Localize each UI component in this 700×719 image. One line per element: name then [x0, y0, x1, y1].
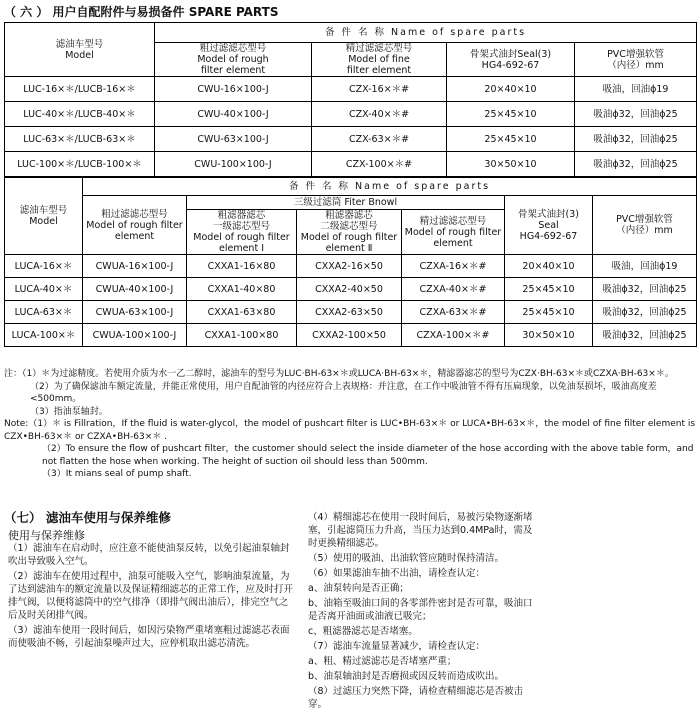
table-cell: 20×40×10: [505, 255, 593, 278]
maintenance-item: （2）滤油车在使用过程中，油泵可能吸入空气，影响油泵流量，为了达到滤油车的额定流量以及保证精细滤芯的正常工作，应及时打开排气阀，以便将滤筒中的空气排净（即排气阀出油后），排完空气之后及时关闭排气阀。: [8, 571, 294, 621]
table-cell: 吸油，回油ϕ19: [575, 77, 697, 102]
table-cell: CWU-100×100-J: [155, 152, 312, 177]
table-cell: 30×50×10: [505, 324, 593, 347]
table-cell: CWUA-40×100-J: [83, 278, 187, 301]
table-row: [5, 324, 697, 347]
table-cell: CZXA-40×＊#: [402, 278, 505, 301]
maintenance-item: b、油泵轴油封是否磨损或因反转而造成吹出。: [308, 671, 505, 682]
table-cell: 吸油ϕ32，回油ϕ25: [593, 301, 697, 324]
col-fine-header: 精过滤滤芯型号 Model of rough filter element: [402, 210, 505, 255]
table-cell: CXXA2-40×50: [297, 278, 402, 301]
table-cell: 25×45×10: [505, 278, 593, 301]
maintenance-item: （3）滤油车使用一段时间后，如因污染物严重堵塞粗过滤滤芯表面而使吸油不畅，引起油泵噪声过大，应停机取出滤芯清洗。: [8, 625, 290, 649]
table-cell: CXXA1-40×80: [187, 278, 297, 301]
spare-parts-table-1: [4, 22, 697, 177]
table-row: [5, 77, 697, 102]
table-cell: 吸油ϕ32，回油ϕ25: [575, 152, 697, 177]
table-cell: CWUA-63×100-J: [83, 301, 187, 324]
table-cell: LUCA-63×＊: [5, 301, 83, 324]
col-hose-header: PVC增强软管 （内径）mm: [593, 196, 697, 255]
table-cell: CWU-16×100-J: [155, 77, 312, 102]
table-cell: 25×45×10: [505, 301, 593, 324]
table-cell: 吸油ϕ32，回油ϕ25: [575, 127, 697, 152]
table-row: [5, 255, 697, 278]
maintenance-right-column: [308, 511, 540, 713]
table-cell: LUCA-40×＊: [5, 278, 83, 301]
col-seal-header: 骨架式油封Seal(3) HG4-692-67: [447, 43, 575, 77]
table-cell: CZXA-16×＊#: [402, 255, 505, 278]
section7-title: （七） 滤油车使用与保养维修: [4, 510, 171, 525]
maintenance-item: （5）使用的吸油、出油软管应随时保持清洁。: [308, 553, 505, 564]
maintenance-item: （4）精细滤芯在使用一段时间后，易被污染物逐渐堵塞，引起滤筒压力升高，当压力达到0.4MPa时，需及时更换精细滤芯。: [308, 512, 533, 549]
table-cell: LUCA-100×＊: [5, 324, 83, 347]
table-cell: CWU-63×100-J: [155, 127, 312, 152]
table-row: [5, 301, 697, 324]
note-en-1: Note:（1）＊ is Fillration，If the fluid is water-glycol，the model of pushcart filter is LUC•BH-63×＊ or LUCA•BH-63×＊，the model of fine filter element is CZX•BH-63×＊ or CZXA•BH-63×＊ .: [4, 419, 696, 442]
table-cell: CXXA1-16×80: [187, 255, 297, 278]
col-rough-header: 粗过滤滤芯型号 Model of rough filter element: [83, 196, 187, 255]
table-row: [5, 152, 697, 177]
table-cell: CZX-100×＊#: [312, 152, 447, 177]
table-row: [5, 127, 697, 152]
col-rough-header: 粗过滤滤芯型号 Model of rough filter element: [155, 43, 312, 77]
col-seal-header: 骨架式油封(3) Seal HG4-692-67: [505, 196, 593, 255]
section7-subtitle: 使用与保养维修: [8, 529, 85, 542]
three-stage-header: 三级过滤筒 Fiter Bnowl: [187, 196, 505, 210]
spare-parts-header: 备 件 名 称 Name of spare parts: [155, 23, 697, 43]
table-cell: 25×45×10: [447, 127, 575, 152]
table-cell: CZXA-63×＊#: [402, 301, 505, 324]
maintenance-item: （6）如果滤油车抽不出油，请检查认定：: [308, 568, 486, 579]
maintenance-item: （1）滤油车在启动时，应注意不能使油泵反转，以免引起油泵轴封吹出导致吸入空气。: [8, 543, 290, 567]
maintenance-item: a、油泵转向是否正确；: [308, 583, 409, 594]
col-hose-header: PVC增强软管 （内径）mm: [575, 43, 697, 77]
notes: [4, 368, 696, 481]
table-cell: CWU-40×100-J: [155, 102, 312, 127]
table-cell: CZXA-100×＊#: [402, 324, 505, 347]
maintenance-item: c、粗滤器滤芯是否堵塞。: [308, 626, 418, 637]
table-cell: CXXA1-63×80: [187, 301, 297, 324]
table-cell: 25×45×10: [447, 102, 575, 127]
table-cell: LUCA-16×＊: [5, 255, 83, 278]
col-rough2-header: 粗滤器滤芯 二级滤芯型号 Model of rough filter element Ⅱ: [297, 210, 402, 255]
note-zh-1: 注：（1）＊为过滤精度。若使用介质为水一乙二醇时，滤油车的型号为LUC·BH-63×＊或LUCA·BH-63×＊，精滤器滤芯的型号为CZX·BH-63×＊或CZXA·BH-63×＊。: [4, 369, 674, 379]
table-cell: CXXA1-100×80: [187, 324, 297, 347]
table-cell: CXXA2-100×50: [297, 324, 402, 347]
table-cell: CZX-40×＊#: [312, 102, 447, 127]
table-cell: CWUA-100×100-J: [83, 324, 187, 347]
table-cell: LUC-100×＊/LUCB-100×＊: [5, 152, 155, 177]
table-cell: CZX-63×＊#: [312, 127, 447, 152]
section6-title: （ 六 ） 用户自配附件与易损备件 SPARE PARTS: [4, 5, 279, 19]
table-cell: LUC-63×＊/LUCB-63×＊: [5, 127, 155, 152]
maintenance-item: （7）滤油车流量显著减少，请检查认定：: [308, 641, 486, 652]
spare-parts-header: 备 件 名 称 Name of spare parts: [83, 178, 697, 196]
maintenance-item: a、粗、精过滤滤芯是否堵塞严重；: [308, 656, 457, 667]
table-cell: 吸油，回油ϕ19: [593, 255, 697, 278]
note-en-2: （2）To ensure the flow of pushcart filter，the customer should select the inside diameter of the hose according with the above table form，and not flatten the hose when working. The height of suction oil should less than 500mm.: [42, 444, 694, 467]
spare-parts-table-2: [4, 177, 697, 347]
table-cell: CXXA2-63×50: [297, 301, 402, 324]
table-cell: LUC-16×＊/LUCB-16×＊: [5, 77, 155, 102]
table-cell: CZX-16×＊#: [312, 77, 447, 102]
table-cell: 吸油ϕ32，回油ϕ25: [575, 102, 697, 127]
maintenance-item: b、油箱至吸油口间的各零部件密封是否可靠，吸油口是否离开油面或油液已吸完；: [308, 598, 533, 622]
note-zh-3: （3）指油泵轴封。: [30, 406, 108, 417]
note-zh-2: （2）为了确保滤油车额定流量，并能正常使用，用户自配油管的内径应符合上表规格：并注意，在工作中吸油管不得有压扁现象，以免油泵损坏，吸油高度差<500mm。: [30, 381, 657, 404]
table-cell: 30×50×10: [447, 152, 575, 177]
table-cell: CWUA-16×100-J: [83, 255, 187, 278]
col-fine-header: 精过滤滤芯型号 Model of fine filter element: [312, 43, 447, 77]
table-row: [5, 278, 697, 301]
table-cell: 吸油ϕ32，回油ϕ25: [593, 324, 697, 347]
table-cell: CXXA2-16×50: [297, 255, 402, 278]
filter-model-header: 滤油车型号 Model: [5, 23, 155, 77]
table-cell: 吸油ϕ32，回油ϕ25: [593, 278, 697, 301]
table-cell: LUC-40×＊/LUCB-40×＊: [5, 102, 155, 127]
table-row: [5, 102, 697, 127]
filter-model-header: 滤油车型号 Model: [5, 178, 83, 255]
col-rough1-header: 粗滤器滤芯 一级滤芯型号 Model of rough filter element Ⅰ: [187, 210, 297, 255]
note-en-3: （3）It mians seal of pump shaft.: [42, 469, 192, 479]
maintenance-item: （8）过滤压力突然下降，请检查精细滤芯是否被击穿。: [308, 686, 524, 710]
maintenance-left-column: [8, 542, 293, 652]
table-cell: 20×40×10: [447, 77, 575, 102]
